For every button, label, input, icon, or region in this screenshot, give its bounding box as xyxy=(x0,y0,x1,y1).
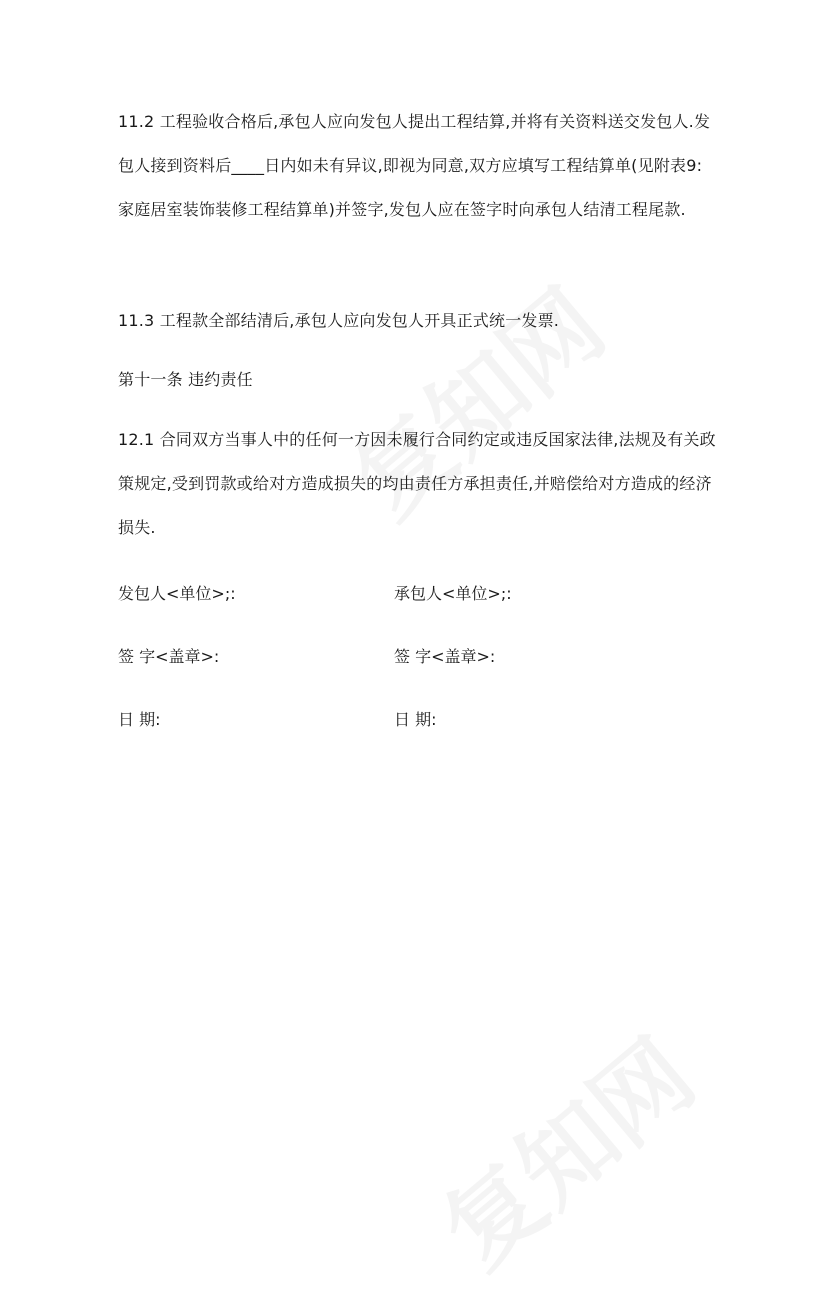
article-heading-liability: 第十一条 违约责任 xyxy=(118,370,253,389)
clause-11-2: 11.2 工程验收合格后,承包人应向发包人提出工程结算,并将有关资料送交发包人.发包人接到资料后____日内如未有异议,即视为同意,双方应填写工程结算单(见附表9:家庭居室装饰装修工程结算单)并签字,发包人应在签字时向承包人结清工程尾款. xyxy=(118,112,711,219)
clause-11-3: 11.3 工程款全部结清后,承包人应向发包人开具正式统一发票. xyxy=(118,311,560,330)
contractor-signature-label: 签 字<盖章>: xyxy=(394,647,496,666)
contractor-date-label: 日 期: xyxy=(394,710,437,729)
employer-signature-label: 签 字<盖章>: xyxy=(118,647,220,666)
employer-date-label: 日 期: xyxy=(118,710,161,729)
watermark xyxy=(410,1003,719,1293)
contractor-label: 承包人<单位>;: xyxy=(394,584,512,603)
employer-label: 发包人<单位>;: xyxy=(118,584,236,603)
clause-12-1: 12.1 合同双方当事人中的任何一方因未履行合同约定或违反国家法律,法规及有关政策规定,受到罚款或给对方造成损失的均由责任方承担责任,并赔偿给对方造成的经济损失. xyxy=(118,430,716,537)
